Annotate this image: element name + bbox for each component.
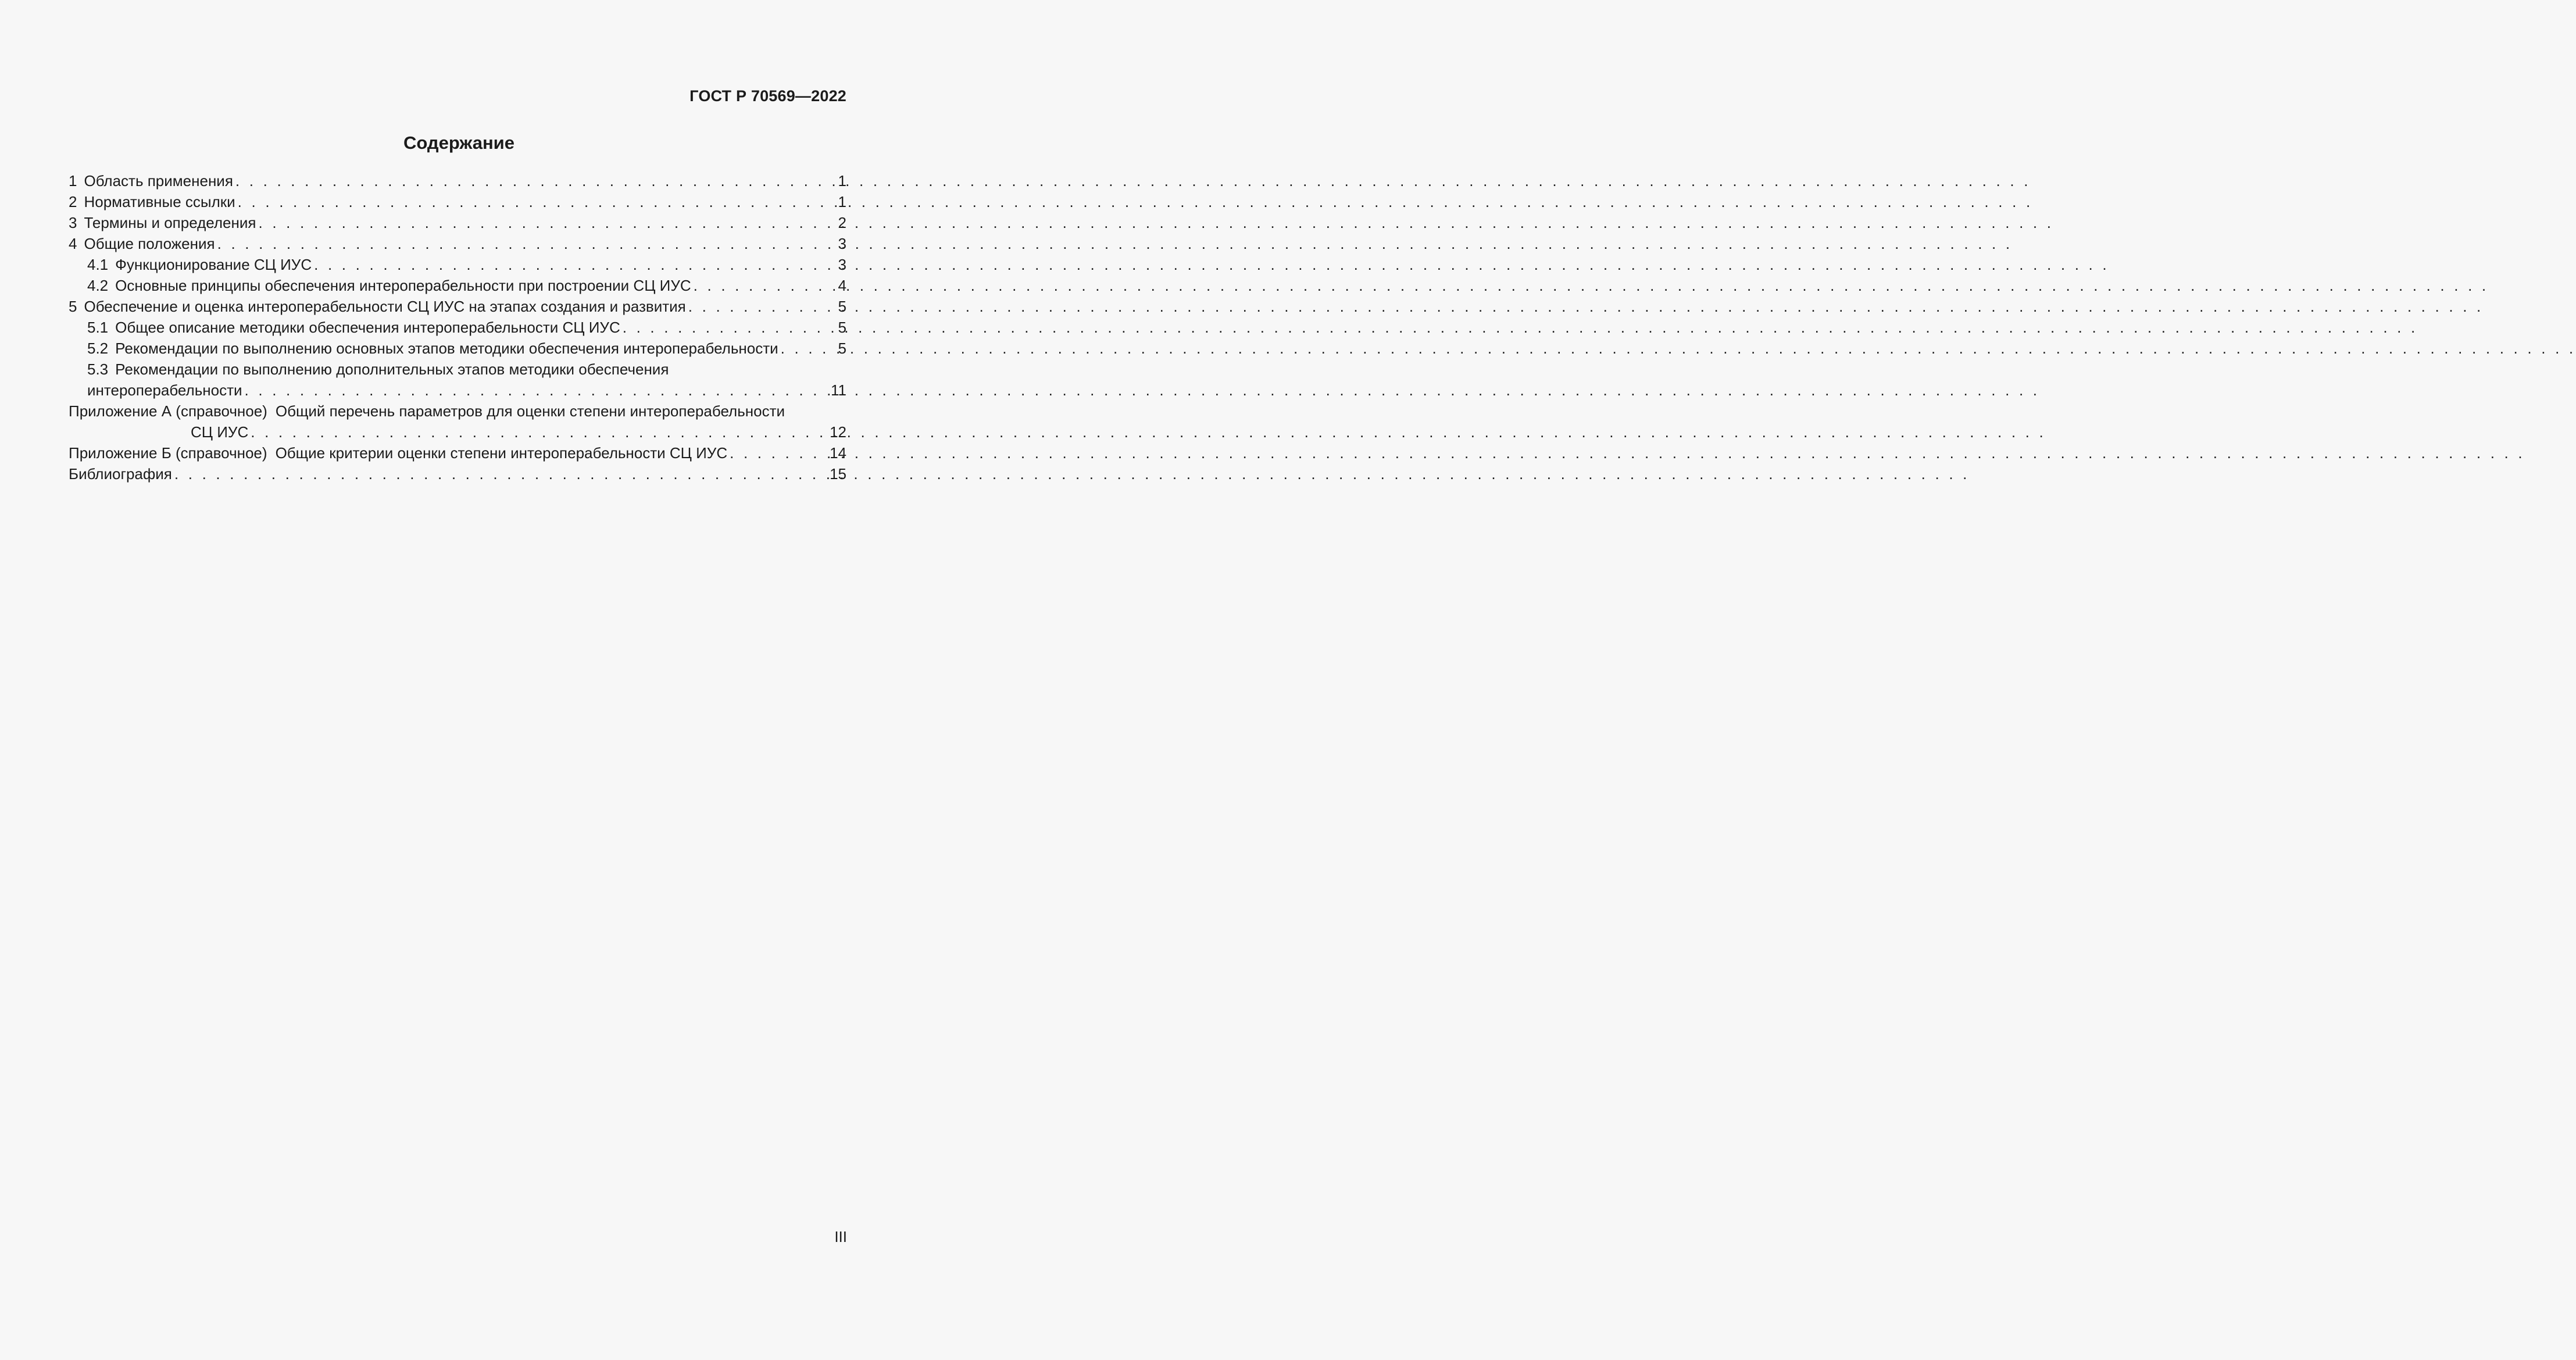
- dot-leader: [314, 254, 836, 275]
- dot-leader: [258, 212, 836, 233]
- toc-entry-page: 5: [838, 319, 846, 336]
- toc-appendix-a-continuation[interactable]: [69, 422, 846, 442]
- appendix-title-continuation: СЦ ИУС: [191, 423, 249, 441]
- toc-entry-page: 3: [838, 256, 846, 273]
- appendix-label: Приложение А (справочное): [69, 402, 267, 420]
- toc-entry-5-1[interactable]: [69, 317, 846, 338]
- toc-entry-title: Область применения: [84, 172, 233, 190]
- toc-entry-page: 2: [838, 214, 846, 231]
- toc-entry-number: 4.2: [87, 277, 109, 294]
- dot-leader: [623, 317, 837, 338]
- dot-leader: [217, 233, 837, 254]
- appendix-title: Общий перечень параметров для оценки степени интероперабельности: [275, 402, 785, 420]
- dot-leader: [688, 296, 837, 317]
- bibliography-page: 15: [830, 465, 846, 483]
- dot-leader: [245, 380, 830, 401]
- toc-entry-number: 5: [69, 298, 77, 315]
- toc-entry-number: 1: [69, 172, 77, 190]
- table-of-contents: [69, 170, 846, 484]
- toc-entry-title: Общее описание методики обеспечения интероперабельности СЦ ИУС: [115, 319, 620, 336]
- toc-entry-4[interactable]: [69, 233, 846, 254]
- bibliography-title: Библиография: [69, 465, 172, 483]
- appendix-page: 12: [830, 423, 846, 441]
- dot-leader: [174, 463, 828, 484]
- toc-entry-3[interactable]: [69, 212, 846, 233]
- dot-leader: [251, 422, 828, 442]
- dot-leader: [694, 275, 837, 296]
- dot-leader: [238, 191, 837, 212]
- toc-entry-page: 4: [838, 277, 846, 294]
- toc-entry-title: Обеспечение и оценка интероперабельности СЦ ИУС на этапах создания и развития: [84, 298, 686, 315]
- toc-entry-title: Рекомендации по выполнению дополнительных этапов методики обеспечения: [115, 360, 669, 378]
- toc-entry-page: 11: [831, 381, 846, 399]
- toc-entry-page: 1: [838, 193, 846, 210]
- toc-entry-page: 5: [838, 340, 846, 357]
- document-code: ГОСТ Р 70569—2022: [689, 87, 846, 105]
- toc-appendix-a[interactable]: [69, 401, 846, 422]
- toc-entry-2[interactable]: [69, 191, 846, 212]
- appendix-title: Общие критерии оценки степени интероперабельности СЦ ИУС: [275, 444, 728, 462]
- toc-entry-title: Термины и определения: [84, 214, 256, 231]
- toc-entry-title: Основные принципы обеспечения интероперабельности при построении СЦ ИУС: [115, 277, 691, 294]
- toc-entry-number: 5.3: [87, 360, 109, 378]
- page-number: III: [834, 1228, 847, 1245]
- toc-entry-page: 3: [838, 235, 846, 252]
- toc-entry-5-2[interactable]: [69, 338, 846, 359]
- toc-entry-5-3[interactable]: [69, 359, 846, 380]
- toc-entry-page: 5: [838, 298, 846, 315]
- toc-entry-4-1[interactable]: [69, 254, 846, 275]
- toc-appendix-b[interactable]: [69, 442, 846, 463]
- dot-leader: [730, 442, 828, 463]
- toc-entry-title: Функционирование СЦ ИУС: [115, 256, 312, 273]
- toc-bibliography[interactable]: [69, 463, 846, 484]
- toc-entry-number: 5.1: [87, 319, 109, 336]
- toc-entry-5-3-continuation[interactable]: [69, 380, 846, 401]
- toc-entry-1[interactable]: [69, 170, 846, 191]
- dot-leader: [235, 170, 837, 191]
- toc-title: Содержание: [403, 133, 515, 153]
- toc-entry-4-2[interactable]: [69, 275, 846, 296]
- toc-entry-title: Нормативные ссылки: [84, 193, 235, 210]
- appendix-label: Приложение Б (справочное): [69, 444, 267, 462]
- toc-entry-number: 3: [69, 214, 77, 231]
- toc-entry-page: 1: [838, 172, 846, 190]
- dot-leader: [781, 338, 837, 359]
- toc-entry-title: Общие положения: [84, 235, 215, 252]
- toc-entry-number: 4: [69, 235, 77, 252]
- toc-entry-title-continuation: интероперабельности: [87, 381, 242, 399]
- toc-entry-5[interactable]: [69, 296, 846, 317]
- appendix-page: 14: [830, 444, 846, 462]
- toc-entry-number: 5.2: [87, 340, 109, 357]
- toc-entry-number: 4.1: [87, 256, 109, 273]
- toc-entry-number: 2: [69, 193, 77, 210]
- toc-entry-title: Рекомендации по выполнению основных этапов методики обеспечения интероперабельности: [115, 340, 778, 357]
